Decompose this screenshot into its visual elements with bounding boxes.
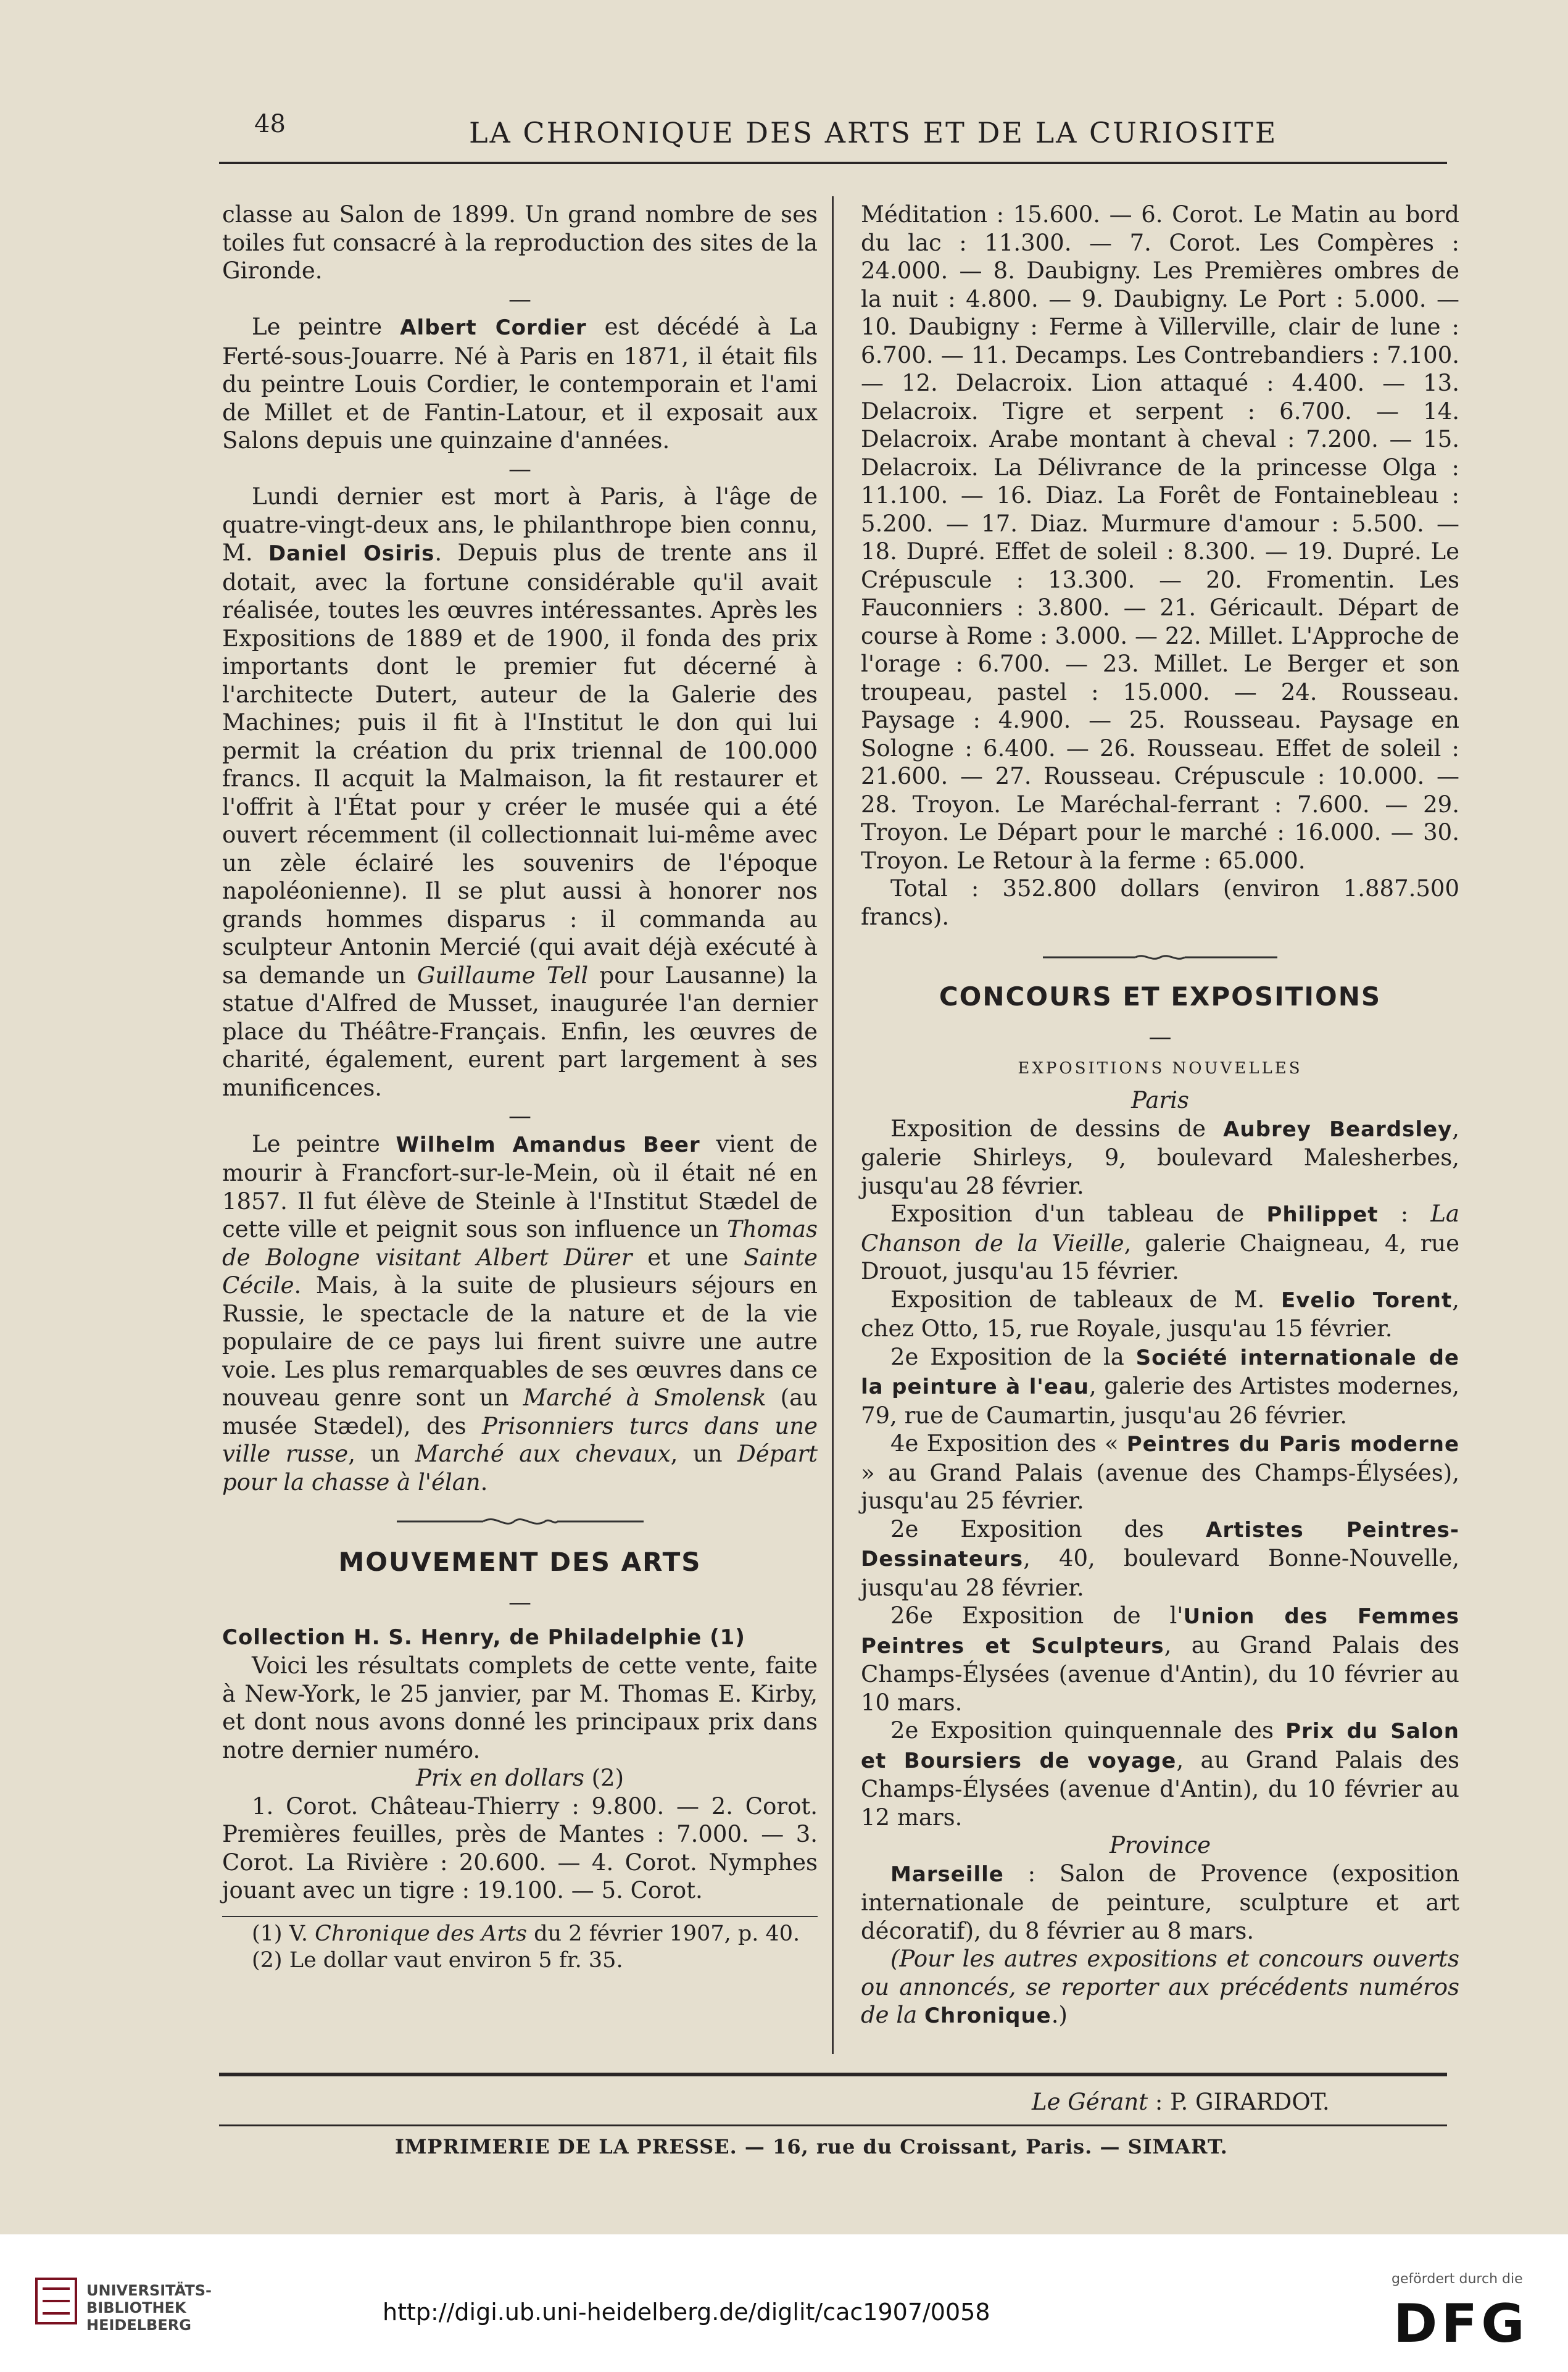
- university-seal-icon: [34, 2276, 78, 2326]
- page-number: 48: [254, 110, 286, 138]
- footnote-2: (2) Le dollar vaut environ 5 fr. 35.: [252, 1947, 623, 1973]
- university-name: UNIVERSITÄTS- BIBLIOTHEK HEIDELBERG: [86, 2282, 212, 2334]
- expo-prix-salon: 2e Exposition quinquennale des Prix du Salon et Boursiers de voyage, au Grand Palais des Champs-Élysées (avenue d'Antin), du 10 février au 12 mars.: [861, 1717, 1459, 1831]
- ornament-divider: [222, 1507, 818, 1536]
- right-para-lots: Méditation : 15.600. — 6. Corot. Le Matin au bord du lac : 11.300. — 7. Corot. Les Compères : 24.000. — 8. Daubigny. Les Premières ombres de la nuit : 4.800. — 9. Daubigny. Le Port : 5.000. — 10. Daubigny : Ferme à Villerville, clair de lune : 6.700. — 11. Decamps. Les Contrebandiers : 7.100. — 12. Delacroix. Lion attaqué : 4.400. — 13. Delacroix. Tigre et serpent : 6.700. — 14. Delacroix. Arabe montant à cheval : 7.200. — 15. Delacroix. La Délivrance de la princesse Olga : 11.100. — 16. Diaz. La Forêt de Fontainebleau : 5.200. — 17. Diaz. Murmure d'amour : 5.500. — 18. Dupré. Effet de soleil : 8.300. — 19. Dupré. Le Crépuscule : 13.300. — 20. Fromentin. Les Fauconniers : 3.800. — 21. Géricault. Départ de course à Rome : 3.000. — 22. Millet. L'Approche de l'orage : 6.700. — 23. Millet. Le Berger et son troupeau, pastel : 15.000. — 24. Rousseau. Paysage : 4.900. — 25. Rousseau. Paysage en Sologne : 6.400. — 26. Rousseau. Effet de soleil : 21.600. — 27. Rousseau. Crépuscule : 10.000. — 28. Troyon. Le Maréchal-ferrant : 7.600. — 29. Troyon. Le Départ pour le marché : 16.000. — 30. Troyon. Le Retour à la ferme : 65.000.: [861, 201, 1459, 874]
- funded-by-label: gefördert durch die: [1392, 2271, 1523, 2287]
- name-cordier: Albert Cordier: [400, 315, 587, 340]
- separator-dash: —: [508, 1589, 531, 1615]
- separator-dash: —: [508, 285, 531, 312]
- gerant-line: Le Gérant : P. GIRARDOT.: [1032, 2089, 1330, 2115]
- expo-femmes-peintres: 26e Exposition de l'Union des Femmes Peintres et Sculpteurs, au Grand Palais des Champs-Élysées (avenue d'Antin), du 10 février au 10 mars.: [861, 1602, 1459, 1716]
- section-title-mouvement: MOUVEMENT DES ARTS: [338, 1546, 702, 1577]
- expo-peinture-eau: 2e Exposition de la Société internationale de la peinture à l'eau, galerie des Artistes modernes, 79, rue de Caumartin, jusqu'au 26 février.: [861, 1343, 1459, 1429]
- left-para-1: classe au Salon de 1899. Un grand nombre de ses toiles fut consacré à la reproduction des sites de la Gironde.: [222, 201, 818, 284]
- name-beer: Wilhelm Amandus Beer: [396, 1132, 700, 1157]
- note-autres-expositions: (Pour les autres expositions et concours ouverts ou annoncés, se reporter aux précédents numéros de la Chronique.): [861, 1945, 1459, 2028]
- imprint-line: IMPRIMERIE DE LA PRESSE. — 16, rue du Croissant, Paris. — SIMART.: [395, 2135, 1228, 2158]
- subheading-province: Province: [1109, 1832, 1211, 1858]
- expo-dessinateurs: 2e Exposition des Artistes Peintres-Dessinateurs, 40, boulevard Bonne-Nouvelle, jusqu'au 28 février.: [861, 1515, 1459, 1601]
- expo-peintres-paris: 4e Exposition des « Peintres du Paris moderne » au Grand Palais (avenue des Champs-Élysées), jusqu'au 25 février.: [861, 1430, 1459, 1514]
- section-title-concours: CONCOURS ET EXPOSITIONS: [939, 981, 1382, 1012]
- bottom-rule-thick: [219, 2073, 1447, 2076]
- subheading-paris: Paris: [1131, 1087, 1189, 1113]
- footnote-1: (1) V. Chronique des Arts du 2 février 1907, p. 40.: [252, 1921, 800, 1946]
- source-url[interactable]: http://digi.ub.uni-heidelberg.de/diglit/cac1907/0058: [383, 2299, 990, 2326]
- expo-torent: Exposition de tableaux de M. Evelio Torent, chez Otto, 15, rue Royale, jusqu'au 15 février.: [861, 1286, 1459, 1342]
- separator-dash: —: [508, 455, 531, 482]
- left-column: [222, 201, 818, 1974]
- separator-dash: —: [1148, 1023, 1172, 1050]
- expo-marseille: Marseille : Salon de Provence (exposition internationale de peinture, sculpture et art décoratif), du 8 février au 8 mars.: [861, 1860, 1459, 1944]
- header-rule: [219, 162, 1447, 164]
- imprint-rule: [219, 2124, 1447, 2126]
- left-para-cordier: Le peintre Albert Cordier est décédé à La Ferté-sous-Jouarre. Né à Paris en 1871, il était fils du peintre Louis Cordier, le contemporain et l'ami de Millet et de Fantin-Latour, et il exposait aux Salons depuis une quinzaine d'années.: [222, 314, 818, 454]
- digitization-footer: [0, 2234, 1568, 2372]
- footnote-rule: [222, 1916, 818, 1917]
- total-line: Total : 352.800 dollars (environ 1.887.500 francs).: [861, 875, 1459, 930]
- subheading-expositions: EXPOSITIONS NOUVELLES: [1018, 1059, 1303, 1078]
- column-divider: [832, 196, 834, 2054]
- left-para-beer: Le peintre Wilhelm Amandus Beer vient de mourir à Francfort-sur-le-Mein, où il était né en 1857. Il fut élève de Steinle à l'Institut Stædel de cette ville et peignit sous son influence un Thomas de Bologne visitant Albert Dürer et une Sainte Cécile. Mais, à la suite de plusieurs séjours en Russie, le spectacle de la nature et de la vie populaire de ce pays lui firent suivre une autre voie. Les plus remarquables de ses œuvres dans ce nouveau genre sont un Marché à Smolensk (au musée Stædel), des Prisonniers turcs dans une ville russe, un Marché aux chevaux, un Départ pour la chasse à l'élan.: [222, 1130, 818, 1496]
- right-column: [861, 201, 1459, 2031]
- name-osiris: Daniel Osiris: [268, 541, 435, 566]
- left-para-osiris: Lundi dernier est mort à Paris, à l'âge de quatre-vingt-deux ans, le philanthrope bien connu, M. Daniel Osiris. Depuis plus de trente ans il dotait, avec la fortune considérable qu'il avait réalisée, toutes les œuvres intéressantes. Après les Expositions de 1889 et de 1900, il fonda des prix importants dont le premier fut décerné à l'architecte Dutert, auteur de la Galerie des Machines; puis il fit à l'Institut le don qui lui permit la création du prix triennal de 100.000 francs. Il acquit la Malmaison, la fit restaurer et l'offrit à l'État pour y créer le musée qui a été ouvert récemment (il collectionnait lui-même avec un zèle éclairé les souvenirs de l'époque napoléonienne). Il se plut aussi à honorer nos grands hommes disparus : il commanda au sculpteur Antonin Mercié (qui avait déjà exécuté à sa demande un Guillaume Tell pour Lausanne) la statue d'Alfred de Musset, inaugurée l'an dernier place du Théâtre-Français. Enfin, les œuvres de charité, également, eurent part largement à ses munificences.: [222, 483, 818, 1101]
- expo-philippet: Exposition d'un tableau de Philippet : La Chanson de la Vieille, galerie Chaigneau, 4, rue Drouot, jusqu'au 15 février.: [861, 1201, 1459, 1284]
- expo-beardsley: Exposition de dessins de Aubrey Beardsley, galerie Shirleys, 9, boulevard Malesherbes, jusqu'au 28 février.: [861, 1115, 1459, 1199]
- separator-dash: —: [508, 1102, 531, 1129]
- running-title: LA CHRONIQUE DES ARTS ET DE LA CURIOSITE: [469, 116, 1278, 149]
- collection-heading: Collection H. S. Henry, de Philadelphie (1): [222, 1625, 745, 1650]
- dfg-logo: DFG: [1393, 2293, 1529, 2355]
- ornament-divider: [861, 942, 1459, 970]
- left-para-lots: 1. Corot. Château-Thierry : 9.800. — 2. Corot. Premières feuilles, près de Mantes : 7.000. — 3. Corot. La Rivière : 20.600. — 4. Corot. Nymphes jouant avec un tigre : 19.100. — 5. Corot.: [222, 1792, 818, 1904]
- prix-label: Prix en dollars (2): [415, 1765, 624, 1791]
- left-para-vente: Voici les résultats complets de cette vente, faite à New-York, le 25 janvier, par M. Thomas E. Kirby, et dont nous avons donné les principaux prix dans notre dernier numéro.: [222, 1652, 818, 1763]
